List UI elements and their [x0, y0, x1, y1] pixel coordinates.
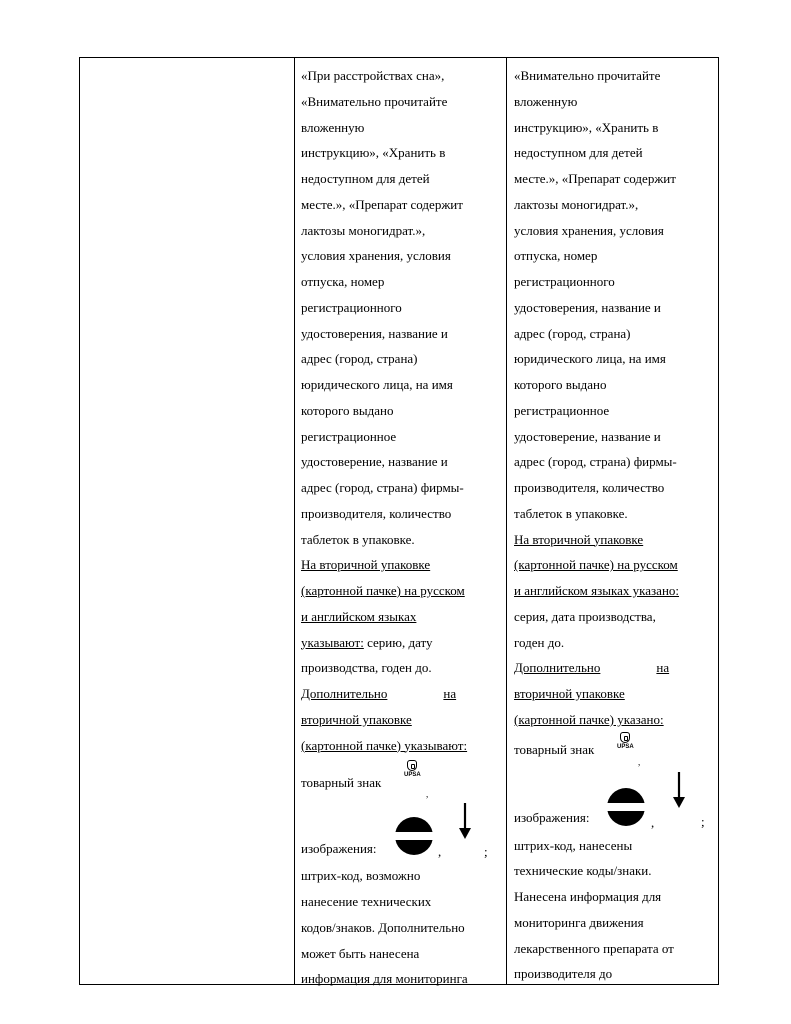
text-line: удостоверения, название и	[514, 299, 661, 315]
text-line: мониторинга движения	[514, 914, 644, 930]
text-line: адрес (город, страна)	[514, 325, 631, 341]
underlined-heading: (картонной пачке) указано:	[514, 711, 664, 727]
packaging-symbol-icon	[393, 815, 435, 857]
text-line: Нанесена информация для	[514, 889, 662, 904]
underlined-heading: вторичной упаковке	[514, 686, 625, 701]
text-line: годен до.	[514, 634, 565, 650]
text-line: которого выдано	[301, 402, 394, 418]
text-line: серию, дату	[363, 634, 433, 650]
underlined-heading: и английском языках	[301, 608, 417, 624]
column-current-text: «При расстройствах сна», «Внимательно прочитайте вложенную инструкцию», «Хранить в недоступном для детей месте.», «Препарат содержит лактозы моногидрат.», условия хранения, условия отпуска, номер регистрационного удостоверения, название и адрес (город, страна) юридического лица, на имя которого выдано регистрационное удостоверение, название и адрес (город, страна) фирмы- производителя, количество таблеток в упаковке. На вторичной упаковке (картонной пачке) на русском и английском языках указывают: серию, дату производства, годен до. Дополнительно на вторичной упаковке (картонной пачке) указывают: товарный знак UPSA , изображения: , ; штрих-код, возможно нанесение технических кодов/знаков. Дополнительно может быть нанесена информация для мониторинга	[301, 63, 468, 992]
text-line: штрих-код, нанесены	[514, 837, 633, 853]
text-line: которого выдано	[514, 377, 607, 392]
text-line: производителя, количество	[301, 505, 452, 521]
text-line: лактозы моногидрат.»,	[514, 196, 639, 212]
underlined-heading: (картонной пачке) на русском	[514, 557, 678, 573]
text-line: месте.», «Препарат содержит	[514, 171, 676, 186]
text-line: инструкцию», «Хранить в	[514, 119, 659, 135]
text-line: серия, дата производства,	[514, 608, 656, 624]
text-line: инструкцию», «Хранить в	[301, 145, 446, 161]
text-line: условия хранения, условия	[514, 222, 664, 238]
underlined-heading: Дополнительно	[514, 660, 601, 676]
text-line: удостоверение, название и	[301, 454, 448, 470]
underlined-heading: и английском языках указано:	[514, 583, 680, 598]
text-line: кодов/знаков. Дополнительно	[301, 919, 465, 935]
text-line: изображения:	[514, 809, 590, 825]
text-line: таблеток в упаковке.	[514, 505, 628, 521]
text-line: лекарственного препарата от	[514, 940, 674, 956]
underlined-heading: Дополнительно	[301, 686, 388, 701]
underlined-heading: (картонной пачке) на русском	[301, 583, 465, 598]
text-line: информация для мониторинга	[301, 971, 468, 987]
text-line: может быть нанесена	[301, 945, 420, 961]
text-line: регистрационное	[514, 402, 610, 418]
text-line: технические коды/знаки.	[514, 863, 652, 879]
text-line: регистрационное	[301, 428, 397, 444]
underlined-heading: (картонной пачке) указывают:	[301, 737, 468, 753]
text-line: удостоверение, название и	[514, 428, 661, 444]
text-line: товарный знак	[514, 741, 595, 757]
text-line: производства, годен до.	[301, 660, 432, 676]
text-line: нанесение технических	[301, 894, 432, 909]
text-line: недоступном для детей	[301, 171, 430, 186]
text-line: «Внимательно прочитайте	[301, 93, 448, 109]
text-line: юридического лица, на имя	[514, 351, 666, 367]
text-line: лактозы моногидрат.»,	[301, 222, 426, 238]
underlined-heading: вторичной упаковке	[301, 711, 412, 727]
text-line: «Внимательно прочитайте	[514, 68, 661, 83]
underlined-heading: указывают:	[301, 634, 364, 650]
text-line: таблеток в упаковке.	[301, 531, 415, 547]
text-line: условия хранения, условия	[301, 248, 451, 264]
text-line: отпуска, номер	[301, 274, 385, 289]
text-line: производителя, количество	[514, 480, 665, 495]
text-line: адрес (город, страна)	[301, 351, 418, 367]
text-line: удостоверения, название и	[301, 325, 448, 341]
underlined-heading: на	[443, 686, 457, 701]
column-divider	[294, 58, 295, 984]
text-line: регистрационного	[514, 274, 615, 289]
text-line: вложенную	[514, 93, 578, 109]
column-divider	[506, 58, 507, 984]
column-proposed-text: «Внимательно прочитайте вложенную инструкцию», «Хранить в недоступном для детей месте.», «Препарат содержит лактозы моногидрат.», условия хранения, условия отпуска, номер регистрационного удостоверения, название и адрес (город, страна) юридического лица, на имя которого выдано регистрационное удостоверение, название и адрес (город, страна) фирмы- производителя, количество таблеток в упаковке. На вторичной упаковке (картонной пачке) на русском и английском языках указано: серия, дата производства, годен до. Дополнительно на вторичной упаковке (картонной пачке) указано: товарный знак UPSA , изображения: , ; штрих-код, нанесены технические коды/знаки. Нанесена информация для мониторинга движения лекарственного препарата от производителя до	[514, 63, 679, 987]
text-line: отпуска, номер	[514, 248, 598, 264]
text-line: недоступном для детей	[514, 145, 643, 161]
text-line: изображения:	[301, 840, 377, 856]
upsa-logo-icon: UPSA	[404, 760, 421, 779]
text-line: штрих-код, возможно	[301, 868, 421, 884]
text-line: регистрационного	[301, 299, 402, 315]
document-table	[79, 57, 719, 985]
text-line: адрес (город, страна) фирмы-	[301, 480, 464, 495]
text-line: производителя до	[514, 966, 613, 982]
arrow-down-icon	[672, 772, 686, 808]
text-line: «При расстройствах сна»,	[301, 68, 445, 83]
arrow-down-icon	[458, 803, 472, 839]
text-line: вложенную	[301, 119, 365, 135]
underlined-heading: На вторичной упаковке	[514, 531, 644, 547]
text-line: юридического лица, на имя	[301, 377, 453, 392]
text-line: товарный знак	[301, 774, 382, 790]
text-line: адрес (город, страна) фирмы-	[514, 454, 677, 470]
underlined-heading: на	[656, 660, 670, 676]
packaging-symbol-icon	[605, 786, 647, 828]
text-line: месте.», «Препарат содержит	[301, 196, 463, 212]
underlined-heading: На вторичной упаковке	[301, 557, 431, 573]
upsa-logo-icon: UPSA	[617, 732, 634, 751]
